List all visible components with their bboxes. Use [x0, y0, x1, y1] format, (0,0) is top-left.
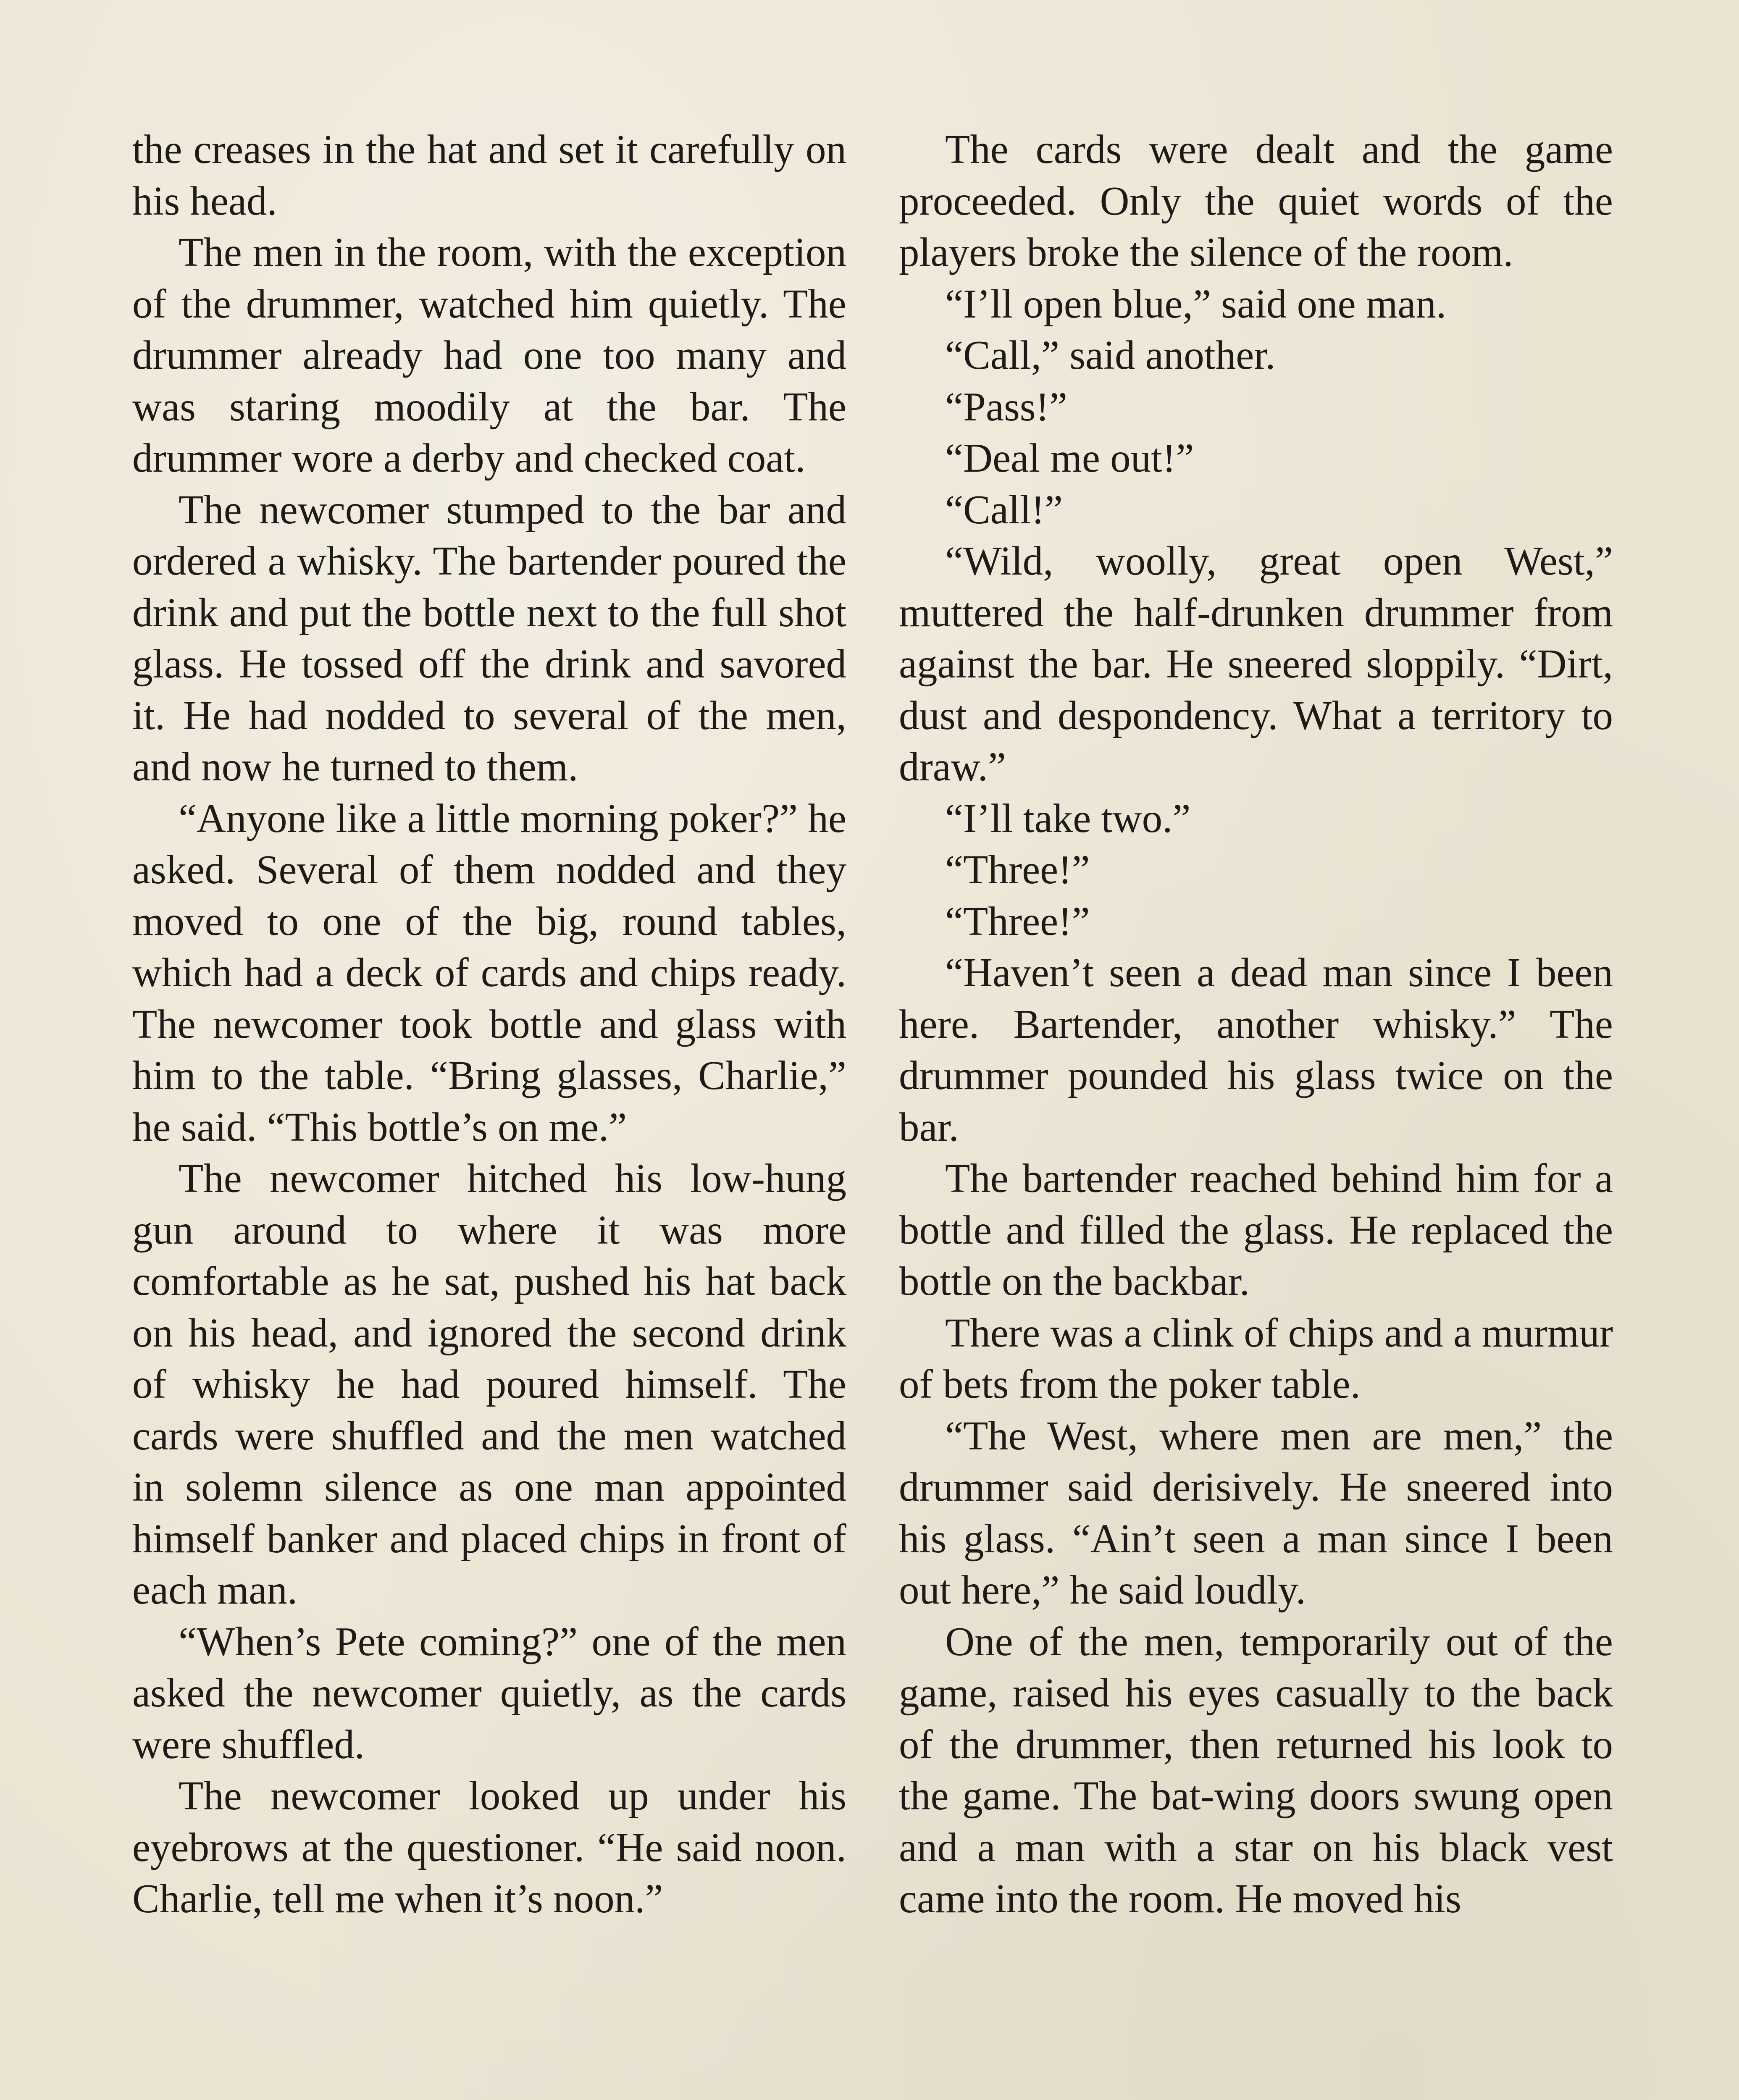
paragraph: “When’s Pete coming?” one of the men asked the newcomer quietly, as the cards were shuffled.: [132, 1619, 846, 1767]
paragraph: the creases in the hat and set it carefully on his head.: [132, 127, 846, 223]
paragraph: The bartender reached behind him for a bottle and filled the glass. He replaced the bottle on the backbar.: [899, 1156, 1613, 1304]
paragraph: The newcomer stumped to the bar and ordered a whisky. The bartender poured the drink and put the bottle next to the full shot glass. He tossed off the drink and savored it. He had nodded to several of the men, and now he turned to them.: [132, 487, 846, 789]
paragraph: The newcomer hitched his low-hung gun around to where it was more comfortable as he sat, pushed his hat back on his head, and ignored the second drink of whisky he had poured himself. The cards were shuffled and the men watched in solemn silence as one man appointed himself banker and placed chips in front of each man.: [132, 1156, 846, 1612]
paragraph: “I’ll take two.”: [945, 795, 1191, 841]
paragraph: “Anyone like a little morning poker?” he asked. Several of them nodded and they moved to one of the big, round tables, which had a deck of cards and chips ready. The newcomer took bottle and glass with him to the table. “Bring glasses, Charlie,” he said. “This bottle’s on me.”: [132, 795, 846, 1150]
paragraph: One of the men, temporarily out of the game, raised his eyes casually to the back of the drummer, then returned his look to the game. The bat-wing doors swung open and a man with a star on his black vest came into the room. He moved his: [899, 1619, 1613, 1921]
paragraph: There was a clink of chips and a murmur of bets from the poker table.: [899, 1310, 1613, 1407]
paragraph: “Pass!”: [945, 384, 1067, 429]
paragraph: “Haven’t seen a dead man since I been here. Bartender, another whisky.” The drummer pounded his glass twice on the bar.: [899, 950, 1613, 1150]
paragraph: “Call,” said another.: [945, 333, 1276, 378]
paragraph: The men in the room, with the exception of the drummer, watched him quietly. The drummer already had one too many and was staring moodily at the bar. The drummer wore a derby and checked coat.: [132, 230, 846, 480]
paragraph: “Deal me out!”: [945, 436, 1194, 480]
left-column: [132, 124, 846, 1925]
paragraph: The cards were dealt and the game proceeded. Only the quiet words of the players broke the silence of the room.: [899, 127, 1613, 275]
right-column: [899, 124, 1613, 1925]
paragraph: “Three!”: [945, 898, 1090, 944]
paragraph: The newcomer looked up under his eyebrows at the questioner. “He said noon. Charlie, tell me when it’s noon.”: [132, 1773, 846, 1921]
paragraph: “I’ll open blue,” said one man.: [945, 281, 1447, 326]
paragraph: “Three!”: [945, 847, 1090, 892]
paragraph: “Call!”: [945, 487, 1063, 532]
paragraph: “The West, where men are men,” the drummer said derisively. He sneered into his glass. “Ain’t seen a man since I been out here,” he said loudly.: [899, 1413, 1613, 1612]
paragraph: “Wild, woolly, great open West,” muttered the half-drunken drummer from against the bar. He sneered sloppily. “Dirt, dust and despondency. What a territory to draw.”: [899, 538, 1613, 789]
